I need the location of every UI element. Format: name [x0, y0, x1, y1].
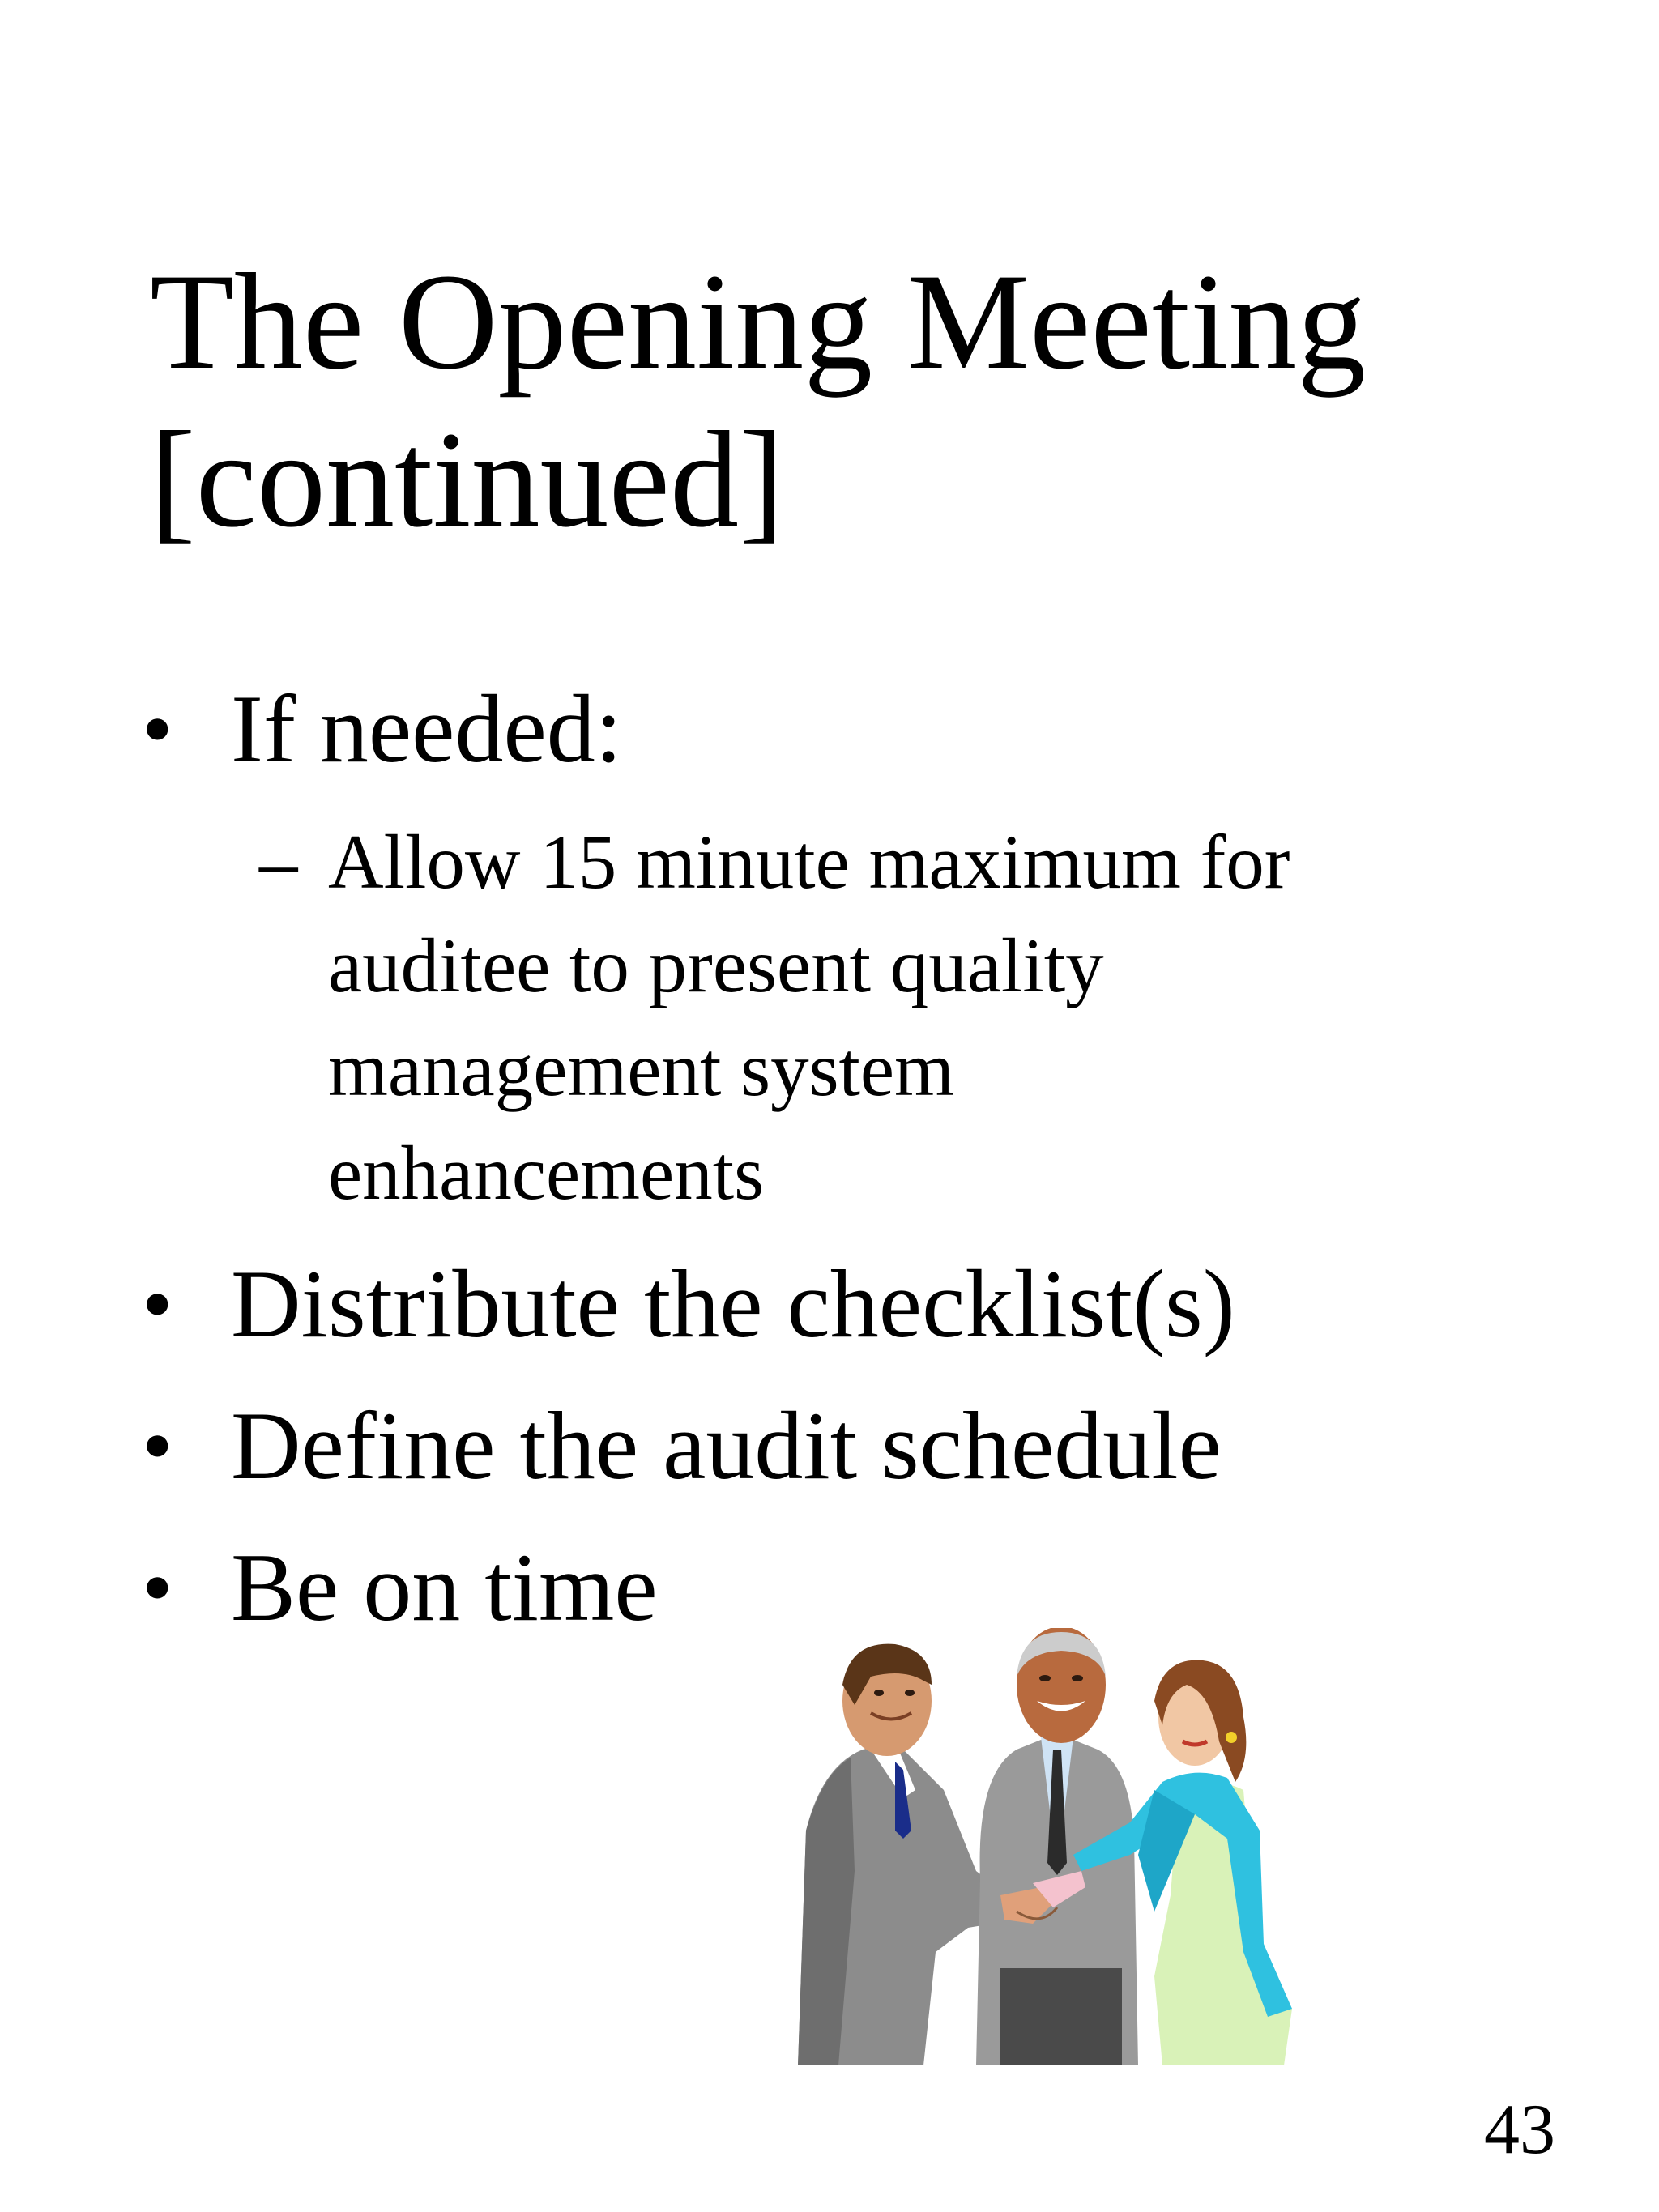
- slide-title: [150, 243, 1608, 559]
- bullet-item-define: [142, 1389, 1222, 1502]
- dash-icon: –: [259, 819, 298, 905]
- bullet-text: Be on time: [231, 1533, 658, 1641]
- bullet-icon: •: [142, 1396, 173, 1495]
- sub-bullet-line-1: Allow 15 minute maximum for: [328, 819, 1290, 905]
- title-line-2: [continued]: [150, 403, 785, 556]
- sub-bullet-line-4: enhancements: [328, 1130, 765, 1216]
- bullet-icon: •: [142, 680, 173, 778]
- bullet-item-if-needed: [142, 672, 623, 786]
- bullet-item-be-on-time: [142, 1531, 658, 1644]
- bullet-text: Distribute the checklist(s): [231, 1250, 1235, 1357]
- sub-bullet-line-3: management system: [328, 1026, 954, 1112]
- bullet-text: If needed:: [231, 675, 623, 782]
- handshake-meeting-illustration: [774, 1628, 1357, 2065]
- bullet-icon: •: [142, 1538, 173, 1637]
- sub-bullet-line-2: auditee to present quality: [328, 923, 1104, 1008]
- bullet-text: Define the audit schedule: [231, 1392, 1222, 1499]
- title-line-1: The Opening Meeting: [150, 245, 1367, 398]
- sub-bullet-item: [259, 810, 1543, 1225]
- page-number: 43: [1484, 2091, 1555, 2169]
- bullet-item-distribute: [142, 1247, 1235, 1361]
- bullet-icon: •: [142, 1255, 173, 1353]
